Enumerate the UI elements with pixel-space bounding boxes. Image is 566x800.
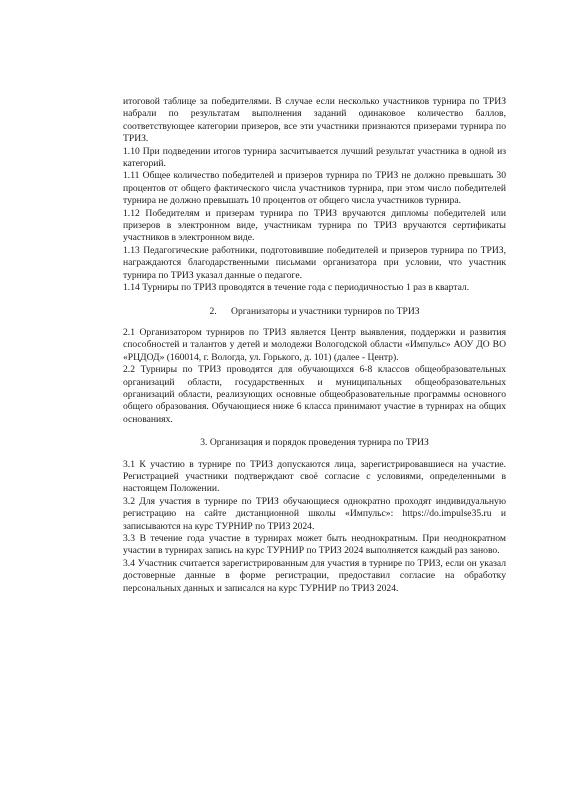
clause-1-11: 1.11 Общее количество победителей и призеров турнира по ТРИЗ не должно превышать 30 процентов от общего фактического числа участников турнира, при этом число победителей турнира не должно превышать 10 процентов от общего числа участников турнира.: [123, 170, 506, 207]
clause-1-14: 1.14 Турниры по ТРИЗ проводятся в течение года с периодичностью 1 раз в квартал.: [123, 282, 470, 294]
clause-1-13: 1.13 Педагогические работники, подготовившие победителей и призеров турнира по ТРИЗ, награждаются благодарственными письмами организатора при условии, что участник турнира по ТРИЗ указал данные о педагоге.: [123, 244, 506, 281]
clause-3-1: 3.1 К участию в турнире по ТРИЗ допускаются лица, зарегистрировавшиеся на участие. Регистрацией участники подтверждают своё согласие с условиями, определенными в настоящем Положении.: [123, 458, 506, 495]
document-page: [123, 96, 506, 595]
clause-1-10: 1.10 При подведении итогов турнира засчитывается лучший результат участника в одной из категорий.: [123, 145, 506, 170]
clause-1-12: 1.12 Победителям и призерам турнира по ТРИЗ вручаются дипломы победителей или призеров в электронном виде, участникам турнира по ТРИЗ вручаются сертификаты участников в электронном виде.: [123, 207, 506, 244]
section-3-heading: 3. Организация и порядок проведения турнира по ТРИЗ: [200, 437, 429, 449]
clause-2-1: 2.1 Организатором турниров по ТРИЗ является Центр выявления, поддержки и развития способностей и талантов у детей и молодежи Вологодской области «Импульс» АОУ ДО ВО «РЦДОД» (160014, г. Вологда, ул. Горького, д. 101) (далее - Центр).: [123, 326, 506, 363]
clause-3-2: 3.2 Для участия в турнире по ТРИЗ обучающиеся однократно проходят индивидуальную регистрацию на сайте дистанционной школы «Импульс»: https://do.impulse35.ru и записываются на курс ТУРНИР по ТРИЗ 2024.: [123, 495, 506, 532]
section-2-heading: 2. Организаторы и участники турниров по ТРИЗ: [209, 305, 420, 317]
clause-3-3: 3.3 В течение года участие в турнирах может быть неоднократным. При неоднократном участии в турнирах запись на курс ТУРНИР по ТРИЗ 2024 выполняется каждый раз заново.: [123, 533, 506, 557]
continued-paragraph: итоговой таблице за победителями. В случае если несколько участников турнира по ТРИЗ набрали по результатам выполнения заданий одинаковое количество баллов, соответствующее категории призеров, все эти участники признаются призерами турнира по ТРИЗ.: [123, 96, 506, 145]
clause-2-2: 2.2 Турниры по ТРИЗ проводятся для обучающихся 6-8 классов общеобразовательных организаций области, государственных и муниципальных общеобразовательных организаций области, реализующих основные общеобразовательные программы основного общего образования. Обучающиеся ниже 6 класса принимают участие в турнирах на общих основаниях.: [123, 364, 506, 425]
clause-3-4: 3.4 Участник считается зарегистрированным для участия в турнире по ТРИЗ, если он указал достоверные данные в форме регистрации, предоставил согласие на обработку персональных данных и записался на курс ТУРНИР по ТРИЗ 2024.: [123, 557, 506, 594]
